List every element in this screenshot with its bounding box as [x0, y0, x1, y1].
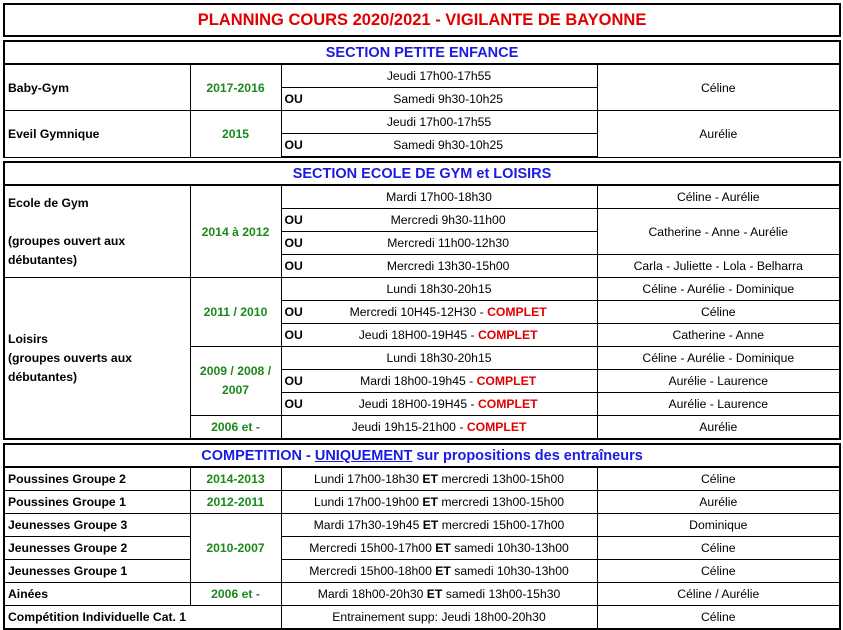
schedule-text: Lundi 18h30-20h15	[386, 351, 492, 365]
group-name: Eveil Gymnique	[4, 111, 190, 158]
group-name	[4, 278, 190, 440]
complet-badge: COMPLET	[487, 305, 547, 319]
coach-cell: Aurélie - Laurence	[597, 393, 840, 416]
planning-sheet	[3, 3, 839, 630]
complet-badge: COMPLET	[477, 397, 538, 411]
birth-years: 2006 et -	[190, 583, 281, 606]
schedule-text: Lundi 18h30-20h15	[386, 282, 492, 296]
schedule-text: Mardi 18h00-19h45	[360, 374, 466, 388]
dash-text: -	[467, 328, 478, 342]
schedule-text: Mercredi 9h30-11h00	[390, 213, 506, 227]
ou-label: OU	[284, 92, 303, 106]
ou-label: OU	[284, 374, 303, 388]
schedule-text: Jeudi 17h00-17h55	[386, 69, 492, 83]
schedule-cell	[281, 491, 597, 514]
schedule-cell	[281, 88, 597, 111]
coach-cell: Aurélie - Laurence	[597, 370, 840, 393]
dash-text: -	[476, 305, 488, 319]
et-label: ET	[422, 518, 439, 532]
et-label: ET	[422, 472, 438, 486]
page-title: PLANNING COURS 2020/2021 - VIGILANTE DE BAYONNE	[4, 4, 840, 36]
schedule-text: Jeudi 19h15-21h00	[351, 420, 456, 434]
table-row	[4, 111, 840, 134]
table-row	[4, 64, 840, 88]
birth-years: 2010-2007	[190, 514, 281, 583]
ou-label: OU	[284, 138, 303, 152]
group-name	[4, 185, 190, 278]
schedule-text: Mercredi 13h30-15h00	[386, 259, 510, 273]
group-name: Baby-Gym	[4, 64, 190, 111]
coach-cell: Dominique	[597, 514, 840, 537]
schedule-cell	[281, 111, 597, 134]
schedule-text: samedi 10h30-13h00	[454, 541, 569, 555]
coach-cell: Céline / Aurélie	[597, 583, 840, 606]
coach-cell: Catherine - Anne - Aurélie	[597, 209, 840, 255]
group-note: (groupes ouverts aux débutantes)	[8, 350, 132, 384]
group-title: Loisirs	[8, 331, 48, 346]
coach-cell: Céline	[597, 537, 840, 560]
ou-label: OU	[284, 213, 303, 227]
dash-text: -	[455, 420, 467, 434]
schedule-text: Mardi 18h00-20h30	[317, 587, 424, 601]
schedule-cell	[281, 370, 597, 393]
group-name: Poussines Groupe 2	[4, 467, 190, 491]
group-title: Ecole de Gym	[8, 195, 89, 210]
schedule-cell	[281, 64, 597, 88]
schedule-text: samedi 10h30-13h00	[454, 564, 569, 578]
et-label: ET	[426, 587, 443, 601]
group-note: (groupes ouvert aux débutantes)	[8, 233, 126, 267]
section-header-ecole-loisirs	[4, 162, 840, 185]
table-row	[4, 537, 840, 560]
group-name: Jeunesses Groupe 1	[4, 560, 190, 583]
table-row	[4, 514, 840, 537]
section-header-competition	[4, 444, 840, 467]
group-name: Ainées	[4, 583, 190, 606]
ou-label: OU	[284, 397, 303, 411]
schedule-text: Mardi 17h00-18h30	[386, 190, 492, 204]
coach-cell: Céline	[597, 301, 840, 324]
table-row	[4, 278, 840, 301]
section-title-part: COMPETITION -	[201, 447, 315, 464]
schedule-text: Mercredi 11h00-12h30	[387, 236, 509, 250]
table-row	[4, 185, 840, 209]
birth-years: 2012-2011	[190, 491, 281, 514]
dash-text: -	[467, 397, 478, 411]
section-header-petite-enfance	[4, 41, 840, 64]
schedule-text: Samedi 9h30-10h25	[393, 92, 504, 106]
birth-years: 2014 à 2012	[190, 185, 281, 278]
title-row	[4, 4, 840, 36]
ou-label: OU	[284, 259, 303, 273]
schedule-cell	[281, 583, 597, 606]
schedule-cell	[281, 347, 597, 370]
schedule-cell	[281, 467, 597, 491]
coach-cell: Céline	[597, 606, 840, 630]
dash-text: -	[465, 374, 477, 388]
table-row	[4, 491, 840, 514]
coach-cell: Aurélie	[597, 111, 840, 158]
schedule-cell	[281, 560, 597, 583]
coach-cell: Aurélie	[597, 491, 840, 514]
birth-years: 2006 et -	[190, 416, 281, 440]
schedule-cell	[281, 416, 597, 440]
birth-years: 2009 / 2008 / 2007	[190, 347, 281, 416]
group-name: Compétition Individuelle Cat. 1	[4, 606, 281, 630]
schedule-cell	[281, 324, 597, 347]
schedule-cell	[281, 606, 597, 630]
coach-cell: Céline	[597, 560, 840, 583]
group-name: Jeunesses Groupe 3	[4, 514, 190, 537]
schedule-text: samedi 13h00-15h30	[445, 587, 561, 601]
complet-badge: COMPLET	[476, 374, 537, 388]
schedule-cell	[281, 301, 597, 324]
complet-badge: COMPLET	[466, 420, 527, 434]
schedule-text: Entrainement supp: Jeudi 18h00-20h30	[332, 610, 546, 624]
schedule-text: Lundi 17h00-19h00	[313, 495, 420, 509]
table-row	[4, 583, 840, 606]
schedule-cell	[281, 278, 597, 301]
schedule-text: mercredi 13h00-15h00	[441, 472, 565, 486]
et-label: ET	[435, 564, 451, 578]
et-label: ET	[422, 495, 438, 509]
coach-cell: Aurélie	[597, 416, 840, 440]
birth-years: 2017-2016	[190, 64, 281, 111]
schedule-text: Mercredi 15h00-17h00	[309, 541, 432, 555]
coach-cell: Céline	[597, 64, 840, 111]
complet-badge: COMPLET	[477, 328, 538, 342]
section-title	[4, 444, 840, 467]
schedule-text: Lundi 17h00-18h30	[313, 472, 420, 486]
group-name: Poussines Groupe 1	[4, 491, 190, 514]
table-row	[4, 467, 840, 491]
schedule-cell	[281, 134, 597, 158]
section-title-part: sur propositions des entraîneurs	[412, 447, 643, 464]
table-row	[4, 560, 840, 583]
schedule-text: mercredi 13h00-15h00	[441, 495, 565, 509]
birth-years: 2011 / 2010	[190, 278, 281, 347]
group-name: Jeunesses Groupe 2	[4, 537, 190, 560]
schedule-cell	[281, 393, 597, 416]
schedule-text: Mardi 17h30-19h45	[313, 518, 420, 532]
section-title-emphasis: UNIQUEMENT	[314, 447, 413, 464]
table-row	[4, 606, 840, 630]
schedule-cell	[281, 209, 597, 232]
schedule-cell	[281, 514, 597, 537]
section-title: SECTION PETITE ENFANCE	[4, 41, 840, 64]
schedule-cell	[281, 537, 597, 560]
ou-label: OU	[284, 328, 303, 342]
ou-label: OU	[284, 236, 303, 250]
schedule-text: mercredi 15h00-17h00	[441, 518, 565, 532]
planning-table	[3, 3, 841, 630]
birth-years: 2015	[190, 111, 281, 158]
ou-label: OU	[284, 305, 303, 319]
schedule-text: Samedi 9h30-10h25	[393, 138, 504, 152]
schedule-cell	[281, 255, 597, 278]
schedule-text: Mercredi 10H45-12H30	[349, 305, 477, 319]
coach-cell: Céline - Aurélie	[597, 185, 840, 209]
schedule-text: Mercredi 15h00-18h00	[309, 564, 432, 578]
coach-cell: Céline - Aurélie - Dominique	[597, 347, 840, 370]
coach-cell: Céline - Aurélie - Dominique	[597, 278, 840, 301]
et-label: ET	[435, 541, 451, 555]
coach-cell: Carla - Juliette - Lola - Belharra	[597, 255, 840, 278]
coach-cell: Céline	[597, 467, 840, 491]
birth-years: 2014-2013	[190, 467, 281, 491]
schedule-cell	[281, 232, 597, 255]
coach-cell: Catherine - Anne	[597, 324, 840, 347]
schedule-cell	[281, 185, 597, 209]
section-title: SECTION ECOLE DE GYM et LOISIRS	[4, 162, 840, 185]
schedule-text: Jeudi 18H00-19H45	[358, 328, 468, 342]
schedule-text: Jeudi 18H00-19H45	[358, 397, 468, 411]
schedule-text: Jeudi 17h00-17h55	[386, 115, 492, 129]
